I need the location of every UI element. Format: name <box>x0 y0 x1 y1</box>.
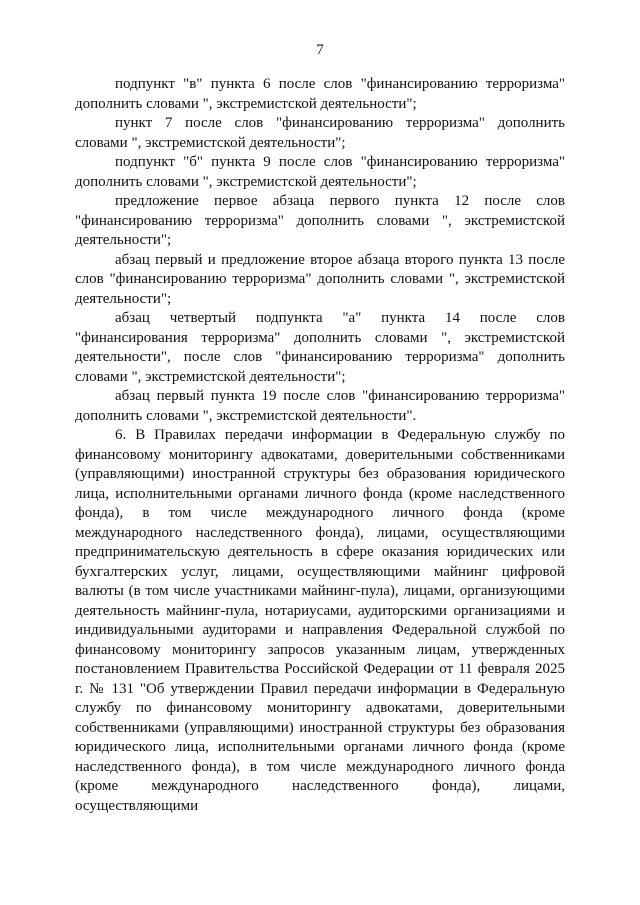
paragraph-point-14: абзац четвертый подпункта "а" пункта 14 после слов "финансирования терроризма" дополнить словами ", экстремистской деятельности", после слов "финансированию терроризма" дополнить словами ", экстремистской деятельности"; <box>75 310 565 385</box>
document-body <box>75 75 565 816</box>
paragraph-section-6: 6. В Правилах передачи информации в Федеральную службу по финансовому мониторингу адвокатами, доверительными собственниками (управляющими) иностранной структуры без образования юридического лица, исполнительными органами личного фонда (кроме наследственного фонда), в том числе международного личного фонда (кроме международного наследственного фонда), лицами, осуществляющими предпринимательскую деятельность в сфере оказания юридических или бухгалтерских услуг, лицами, осуществляющими майнинг цифровой валюты (в том числе участниками майнинг-пула), лицами, организующими деятельность майнинг-пула, нотариусами, аудиторскими организациями и индивидуальными аудиторами и направления Федеральной службой по финансовому мониторингу запросов указанным лицам, утвержденных постановлением Правительства Российской Федерации от 11 февраля 2025 г. № 131 "Об утверждении Правил передачи информации в Федеральную службу по финансовому мониторингу адвокатами, доверительными собственниками (управляющими) иностранной структуры без образования юридического лица, исполнительными органами личного фонда (кроме наследственного фонда), в том числе международного личного фонда (кроме международного наследственного фонда), лицами, осуществляющими <box>75 427 565 814</box>
paragraph-point-13: абзац первый и предложение второе абзаца второго пункта 13 после слов "финансированию терроризма" дополнить словами ", экстремистской деятельности"; <box>75 251 565 307</box>
paragraph-point-7: пункт 7 после слов "финансированию терроризма" дополнить словами ", экстремистской деятельности"; <box>75 115 565 151</box>
page-number: 7 <box>316 42 324 58</box>
paragraph-point-19: абзац первый пункта 19 после слов "финансированию терроризма" дополнить словами ", экстремистской деятельности". <box>75 388 565 424</box>
paragraph-subpoint-b-point-9: подпункт "б" пункта 9 после слов "финансированию терроризма" дополнить словами ", экстремистской деятельности"; <box>75 154 565 190</box>
paragraph-subpoint-v-point-6: подпункт "в" пункта 6 после слов "финансированию терроризма" дополнить словами ", экстремистской деятельности"; <box>75 76 565 112</box>
paragraph-point-12: предложение первое абзаца первого пункта 12 после слов "финансированию терроризма" дополнить словами ", экстремистской деятельности"; <box>75 193 565 248</box>
